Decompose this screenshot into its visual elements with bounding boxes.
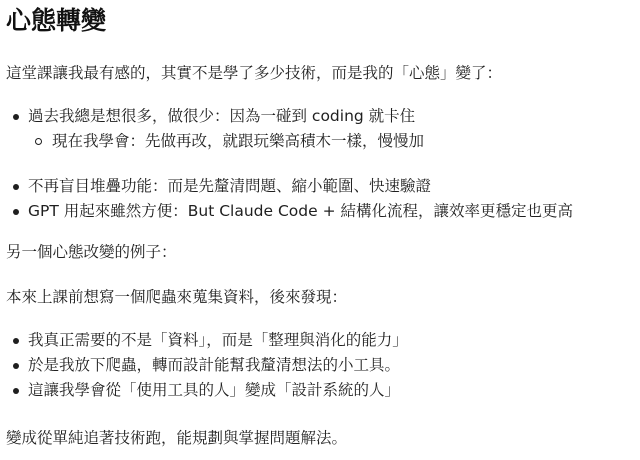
bullet-dot-icon <box>13 184 19 190</box>
example-heading-paragraph: 另一個心態改變的例子： <box>6 243 177 261</box>
list-item <box>6 328 408 353</box>
intro-paragraph: 這堂課讓我最有感的，其實不是學了多少技術，而是我的「心態」變了： <box>6 64 503 82</box>
list-item <box>6 174 573 199</box>
list-item <box>6 199 573 224</box>
crawler-paragraph: 本來上課前想寫一個爬蟲來蒐集資料，後來發現： <box>6 288 348 306</box>
bullet-dot-icon <box>13 388 19 394</box>
bullet-list-findings <box>6 328 408 403</box>
bullet-dot-icon <box>13 338 19 344</box>
list-item-text: 於是我放下爬蟲，轉而設計能幫我釐清想法的小工具。 <box>28 356 401 374</box>
bullet-circle-icon <box>35 138 42 145</box>
bullet-dot-icon <box>13 363 19 369</box>
list-item-text: 這讓我學會從「使用工具的人」變成「設計系統的人」 <box>28 381 401 399</box>
bullet-dot-icon <box>13 114 19 120</box>
bullet-list-past-vs-now <box>6 104 424 154</box>
list-item-text: GPT 用起來雖然方便：But Claude Code + 結構化流程，讓效率更穩定也更高 <box>28 202 573 220</box>
list-item-text: 不再盲目堆疊功能：而是先釐清問題、縮小範圍、快速驗證 <box>28 177 432 195</box>
sub-list-item-text: 現在我學會：先做再改，就跟玩樂高積木一樣，慢慢加 <box>52 132 425 150</box>
page-title: 心態轉變 <box>6 6 107 35</box>
list-item <box>6 378 408 403</box>
closing-paragraph: 變成從單純追著技術跑，能規劃與掌握問題解法。 <box>6 429 348 447</box>
sub-list-item <box>6 129 424 154</box>
list-item <box>6 353 408 378</box>
bullet-list-method <box>6 174 573 224</box>
list-item-text: 我真正需要的不是「資料」，而是「整理與消化的能力」 <box>28 331 408 349</box>
list-item <box>6 104 424 129</box>
bullet-dot-icon <box>13 209 19 215</box>
list-item-text: 過去我總是想很多，做很少：因為一碰到 coding 就卡住 <box>28 107 416 125</box>
